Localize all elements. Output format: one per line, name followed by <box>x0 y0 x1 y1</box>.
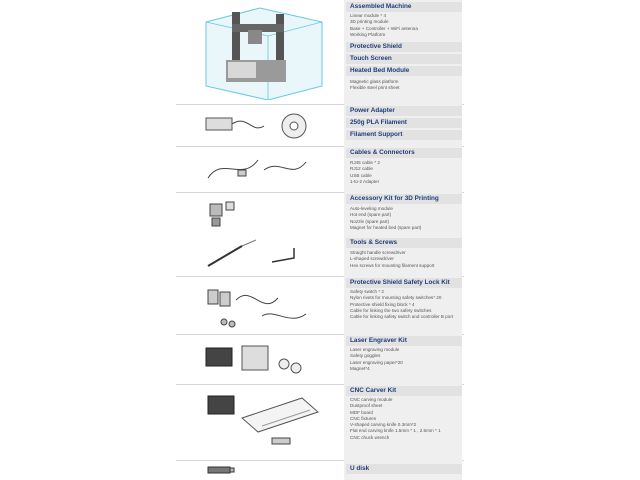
list-item: Working Platform <box>350 31 386 37</box>
item-list <box>346 206 466 231</box>
row-u-disk <box>176 460 464 480</box>
list-item: Base + Controller + WiFi antenna <box>350 25 418 31</box>
section-title: Accessory Kit for 3D Printing <box>346 194 462 204</box>
item-list <box>346 347 466 372</box>
item-list <box>346 289 466 320</box>
section-title: Power Adapter <box>346 106 462 116</box>
list-item: CNC carving module <box>350 397 393 402</box>
cables-illustration <box>202 150 312 186</box>
cnc-kit-illustration <box>202 388 322 454</box>
list-item: Magnet*4 <box>350 365 370 371</box>
list-item: Laser engraving paper*20 <box>350 359 403 365</box>
list-item: V-shaped carving knife 0.3mm*2 <box>350 422 417 428</box>
list-item: Straight handle screwdriver <box>350 250 406 255</box>
section-title: 250g PLA Filament <box>346 118 462 128</box>
item-list <box>346 160 466 185</box>
list-item: Dustproof sheet <box>350 403 383 409</box>
list-item: Safety goggles <box>350 353 381 359</box>
section-title: Laser Engraver Kit <box>346 336 462 346</box>
laser-kit-illustration <box>202 338 312 380</box>
list-item: CNC fixtures <box>350 415 377 421</box>
list-item: 3D printing module <box>350 19 389 25</box>
printer-illustration <box>204 4 324 100</box>
section-title: Tools & Screws <box>346 238 462 248</box>
item-list <box>346 13 466 38</box>
item-list <box>346 79 466 92</box>
section-title: Heated Bed Module <box>346 66 462 76</box>
section-title: Cables & Connectors <box>346 148 462 158</box>
section-title: Filament Support <box>346 130 462 140</box>
item-list <box>346 250 466 269</box>
section-title: CNC Carver Kit <box>346 386 462 396</box>
list-item: Linear module * 4 <box>350 13 387 18</box>
section-title: Protective Shield <box>346 42 462 52</box>
list-item: Magnet for heated bed (spare part) <box>350 224 422 230</box>
list-item: MDF board <box>350 409 373 415</box>
section-title: Touch Screen <box>346 54 462 64</box>
section-title: Assembled Machine <box>346 2 462 12</box>
list-item: CNC chuck wrench <box>350 434 390 440</box>
list-item: Nylon rivets for mounting safety switches* 20 <box>350 295 442 301</box>
u-disk-illustration <box>206 463 236 477</box>
list-item: Laser engraving module <box>350 347 400 352</box>
list-item: USB cable <box>350 172 372 178</box>
accessory-kit-illustration <box>202 196 312 272</box>
list-item: Cable for linking safety switch and controller B port <box>350 314 454 320</box>
row-accessory-tools <box>176 192 464 277</box>
list-item: Auto-leveling module <box>350 206 393 211</box>
list-item: 1-to-2 Adapter <box>350 178 380 184</box>
list-item: Nozzle (spare part) <box>350 218 390 224</box>
row-cables <box>176 146 464 193</box>
section-title: Protective Shield Safety Lock Kit <box>346 278 462 288</box>
list-item: RJ12 cable <box>350 166 373 172</box>
item-list <box>346 397 466 441</box>
row-power-filament <box>176 104 464 147</box>
row-laser-kit <box>176 334 464 385</box>
list-item: RJ45 cable * 2 <box>350 160 380 165</box>
row-safety-lock-kit <box>176 276 464 335</box>
list-item: Flexible steel print sheet <box>350 85 400 91</box>
row-assembled-machine <box>176 0 464 105</box>
list-item: Safety switch * 2 <box>350 289 384 294</box>
row-cnc-kit <box>176 384 464 461</box>
list-item: Magnetic glass platform <box>350 79 399 84</box>
list-item: Hex screws for mounting filament support <box>350 262 435 268</box>
list-item: Cable for linking the two safety switches <box>350 307 432 313</box>
power-adapter-illustration <box>202 110 312 140</box>
list-item: L-shaped screwdriver <box>350 256 394 262</box>
safety-lock-illustration <box>202 280 312 330</box>
list-item: Hot end (spare part) <box>350 212 392 218</box>
list-item: Flat end carving knife 1.5mm * 1 , 2.5mm * 1 <box>350 428 441 434</box>
section-title: U disk <box>346 464 462 474</box>
list-item: Protective shield fixing block * 4 <box>350 301 415 307</box>
